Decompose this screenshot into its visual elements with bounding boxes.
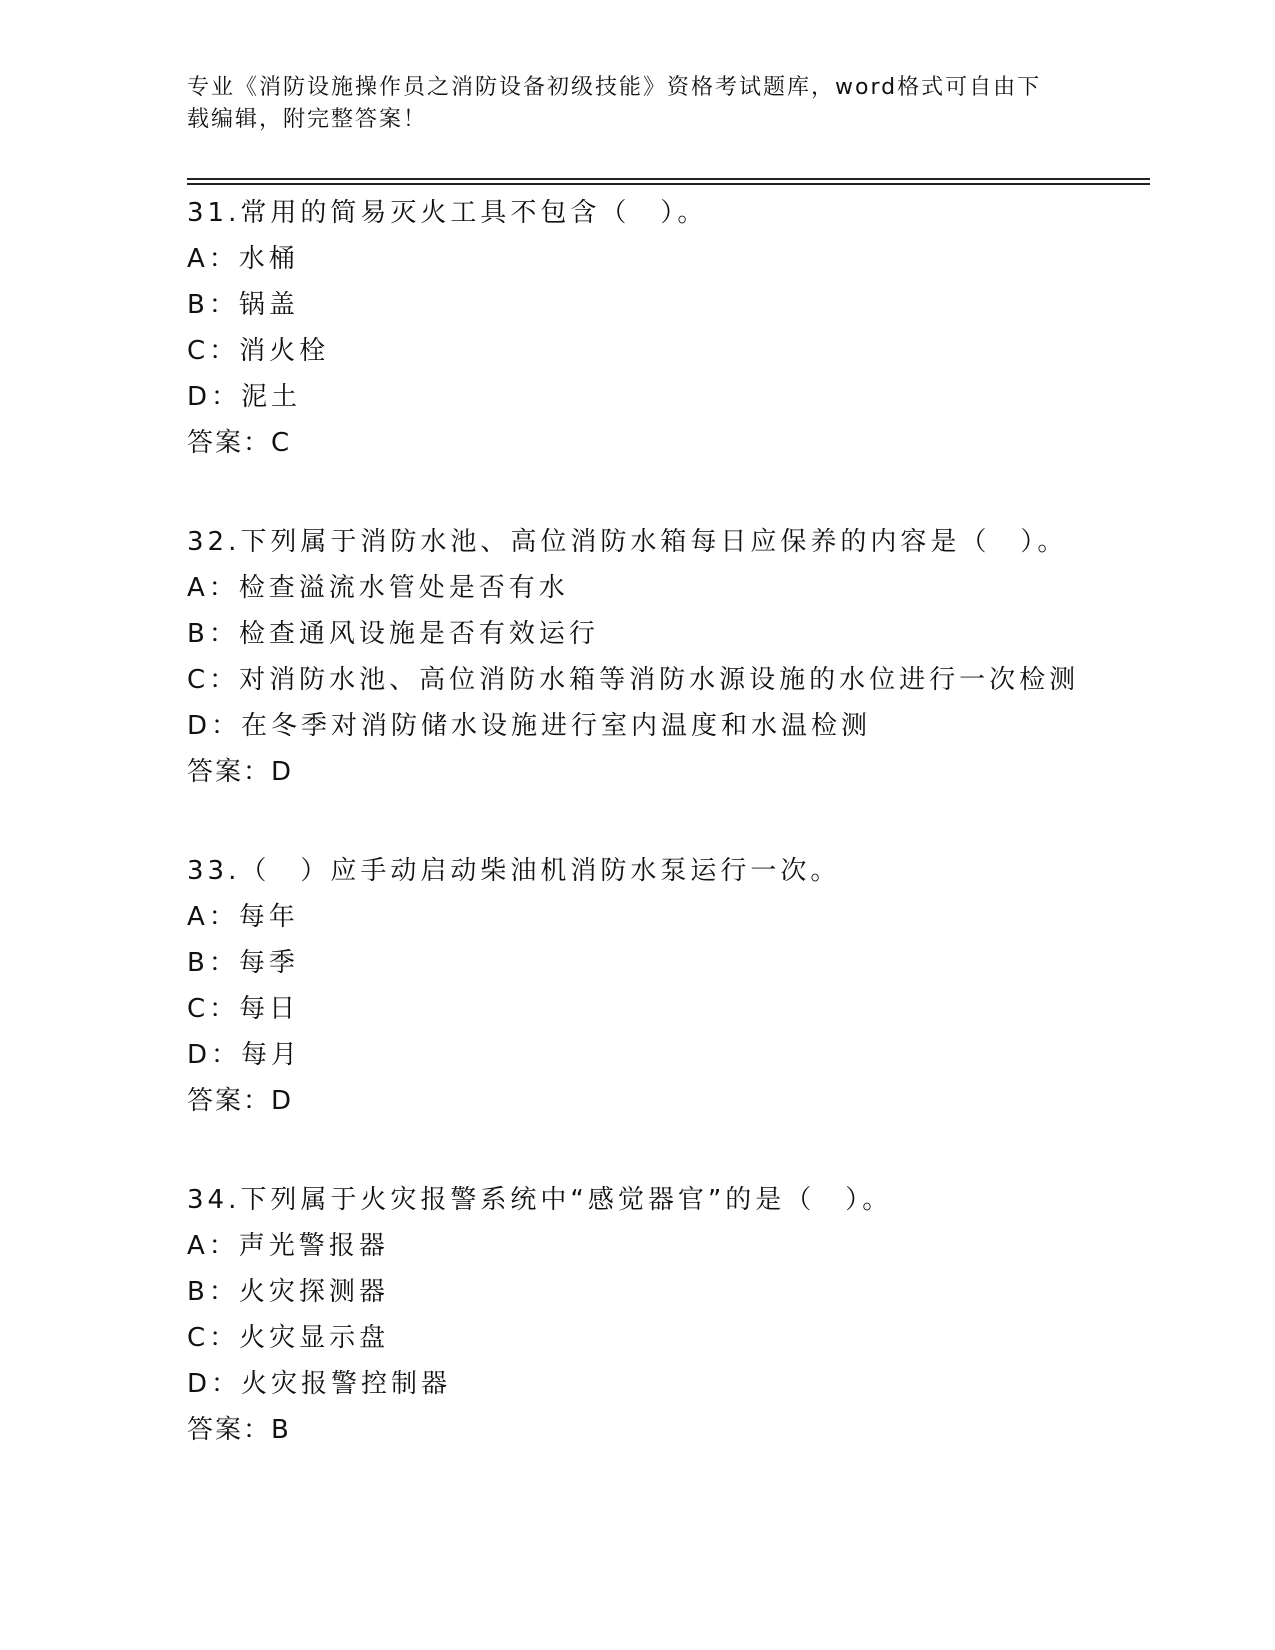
question-31	[187, 190, 1147, 466]
option-b: B：锅盖	[187, 290, 299, 320]
answer-label: 答案：	[187, 1415, 272, 1445]
answer-line	[187, 1078, 1147, 1124]
option-d: D：泥土	[187, 382, 302, 412]
document-header	[187, 72, 1087, 136]
answer-line	[187, 749, 1147, 795]
option-d: D：每月	[187, 1040, 302, 1070]
option-b: B：火灾探测器	[187, 1277, 389, 1307]
answer-line	[187, 420, 1147, 466]
option-a: A：检查溢流水管处是否有水	[187, 573, 569, 603]
header-line-1: 专业《消防设施操作员之消防设备初级技能》资格考试题库，word格式可自由下	[187, 75, 1042, 100]
option-c: C：火灾显示盘	[187, 1323, 390, 1353]
option-a: A：声光警报器	[187, 1231, 389, 1261]
question-stem: 31.常用的简易灭火工具不包含（ ）。	[187, 198, 708, 228]
answer-value: B	[271, 1415, 291, 1445]
header-divider-top	[187, 178, 1150, 180]
answer-label: 答案：	[187, 757, 272, 787]
question-stem: 33.（ ）应手动启动柴油机消防水泵运行一次。	[187, 856, 841, 886]
answer-label: 答案：	[187, 1086, 272, 1116]
option-c: C：消火栓	[187, 336, 330, 366]
option-d: D：在冬季对消防储水设施进行室内温度和水温检测	[187, 711, 872, 741]
question-list	[187, 190, 1147, 1506]
option-a: A：每年	[187, 902, 299, 932]
question-32	[187, 519, 1147, 795]
option-b: B：检查通风设施是否有效运行	[187, 619, 599, 649]
answer-value: C	[271, 428, 292, 458]
header-divider-bottom	[187, 183, 1150, 185]
option-c: C：每日	[187, 994, 300, 1024]
answer-line	[187, 1407, 1147, 1453]
question-34	[187, 1177, 1147, 1453]
question-stem: 34.下列属于火灾报警系统中“感觉器官”的是（ ）。	[187, 1185, 893, 1215]
question-33	[187, 848, 1147, 1124]
answer-value: D	[271, 1086, 294, 1116]
option-b: B：每季	[187, 948, 299, 978]
option-d: D：火灾报警控制器	[187, 1369, 452, 1399]
answer-value: D	[271, 757, 294, 787]
option-a: A：水桶	[187, 244, 299, 274]
question-stem: 32.下列属于消防水池、高位消防水箱每日应保养的内容是（ ）。	[187, 527, 1068, 557]
option-c: C：对消防水池、高位消防水箱等消防水源设施的水位进行一次检测	[187, 665, 1080, 695]
header-line-2: 载编辑，附完整答案！	[187, 107, 428, 132]
answer-label: 答案：	[187, 428, 272, 458]
